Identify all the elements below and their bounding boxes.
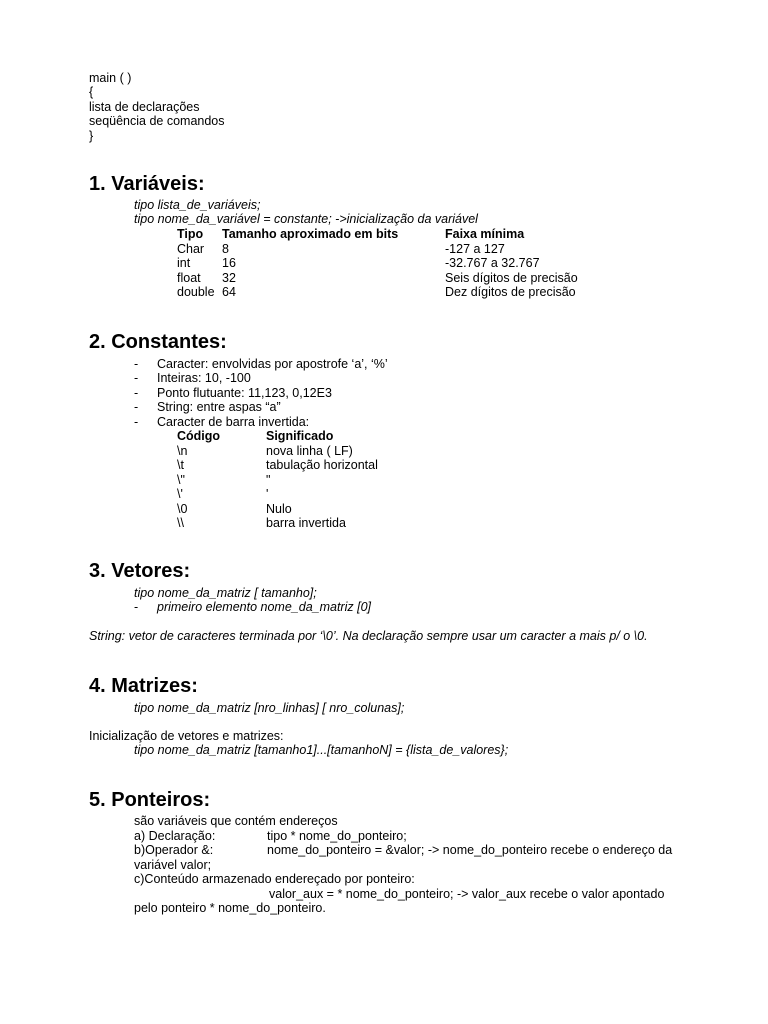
bullet-dash: - — [134, 415, 139, 429]
table-row — [177, 271, 625, 286]
table-cell: int — [177, 256, 191, 270]
table-header: Significado — [266, 429, 334, 443]
init-syntax-line: tipo nome_da_matriz [tamanho1]...[tamanhoN] = {lista_de_valores}; — [134, 743, 509, 757]
table-row — [177, 458, 426, 473]
table-header: Tamanho aproximado em bits — [222, 227, 399, 241]
table-cell: ' — [266, 487, 269, 501]
pointer-content-label: c)Conteúdo armazenado endereçado por ponteiro: — [134, 872, 415, 886]
table-row — [177, 487, 426, 502]
section-heading-pointers: 5. Ponteiros: — [89, 789, 211, 811]
pointer-operator-continuation: variável valor; — [134, 858, 212, 872]
matrices-syntax-line: tipo nome_da_matriz [nro_linhas] [ nro_colunas]; — [134, 701, 405, 715]
list-item-text: Inteiras: 10, -100 — [157, 371, 251, 385]
string-note-line: String: vetor de caracteres terminada por ‘\0’. Na declaração sempre usar um caracter a mais p/ o \0. — [89, 629, 648, 643]
pointers-description: são variáveis que contém endereços — [134, 814, 338, 828]
bullet-dash: - — [134, 600, 139, 614]
variables-init-line: tipo nome_da_variável = constante; ->inicialização da variável — [134, 212, 478, 226]
table-row — [177, 242, 625, 257]
table-row — [177, 285, 625, 300]
pointer-operator-value: nome_do_ponteiro = &valor; -> nome_do_ponteiro recebe o endereço da — [267, 843, 673, 857]
bullet-dash: - — [134, 371, 139, 385]
list-item — [134, 400, 281, 414]
table-cell: 8 — [222, 241, 229, 256]
table-header-row — [177, 429, 426, 444]
list-item-text: Caracter de barra invertida: — [157, 415, 310, 429]
section-heading-constants: 2. Constantes: — [89, 331, 227, 353]
table-cell: nova linha ( LF) — [266, 443, 353, 458]
intro-line-close-brace: } — [89, 129, 94, 143]
table-row — [177, 473, 426, 488]
table-cell: Nulo — [266, 501, 292, 516]
table-row — [177, 502, 426, 517]
table-row — [177, 256, 625, 271]
list-item-text: primeiro elemento nome_da_matriz [0] — [157, 600, 371, 614]
list-item — [134, 386, 332, 400]
section-heading-variables: 1. Variáveis: — [89, 173, 205, 195]
list-item-text: Caracter: envolvidas por apostrofe ‘a’, ‘%’ — [157, 357, 388, 371]
table-cell: " — [266, 472, 271, 487]
table-cell: barra invertida — [266, 516, 346, 530]
table-cell: \\ — [177, 516, 184, 530]
pointer-operator-label: b)Operador &: — [134, 843, 214, 857]
table-cell: tabulação horizontal — [266, 458, 378, 472]
table-cell: \" — [177, 472, 185, 487]
table-cell: \0 — [177, 501, 188, 516]
table-cell: \t — [177, 458, 184, 472]
list-item — [134, 415, 309, 429]
table-cell: 64 — [222, 285, 236, 299]
vectors-syntax-line: tipo nome_da_matriz [ tamanho]; — [134, 586, 317, 600]
table-header: Faixa mínima — [445, 227, 525, 241]
variables-syntax-line: tipo lista_de_variáveis; — [134, 198, 261, 212]
list-item — [134, 371, 251, 385]
escape-codes-table — [177, 429, 426, 531]
table-cell: double — [177, 285, 215, 299]
bullet-dash: - — [134, 357, 139, 371]
section-heading-matrices: 4. Matrizes: — [89, 675, 198, 697]
pointer-declaration-value: tipo * nome_do_ponteiro; — [267, 829, 407, 843]
bullet-dash: - — [134, 400, 139, 414]
table-cell: -32.767 a 32.767 — [445, 256, 540, 270]
variables-table — [177, 227, 625, 300]
table-header-row — [177, 227, 625, 242]
table-header: Tipo — [177, 227, 204, 241]
init-label-line: Inicialização de vetores e matrizes: — [89, 729, 284, 743]
pointer-content-value: valor_aux = * nome_do_ponteiro; -> valor_aux recebe o valor apontado — [269, 887, 665, 901]
list-item — [134, 600, 371, 614]
section-heading-vectors: 3. Vetores: — [89, 560, 191, 582]
table-cell: \' — [177, 487, 183, 501]
bullet-dash: - — [134, 386, 139, 400]
table-cell: -127 a 127 — [445, 241, 505, 256]
table-cell: Char — [177, 241, 205, 256]
list-item-text: String: entre aspas “a” — [157, 400, 281, 414]
table-row — [177, 444, 426, 459]
table-row — [177, 516, 426, 531]
intro-line-commands: seqüência de comandos — [89, 114, 225, 128]
table-cell: Dez dígitos de precisão — [445, 285, 576, 299]
table-cell: 32 — [222, 270, 236, 285]
pointer-declaration-label: a) Declaração: — [134, 829, 216, 843]
table-cell: float — [177, 270, 201, 285]
table-cell: Seis dígitos de precisão — [445, 270, 578, 285]
table-cell: \n — [177, 443, 188, 458]
pointer-content-continuation: pelo ponteiro * nome_do_ponteiro. — [134, 901, 326, 915]
intro-line-main: main ( ) — [89, 71, 132, 85]
list-item-text: Ponto flutuante: 11,123, 0,12E3 — [157, 386, 332, 400]
list-item — [134, 357, 388, 371]
table-header: Código — [177, 429, 221, 443]
intro-line-open-brace: { — [89, 85, 94, 99]
table-cell: 16 — [222, 256, 236, 270]
intro-line-declarations: lista de declarações — [89, 100, 200, 114]
